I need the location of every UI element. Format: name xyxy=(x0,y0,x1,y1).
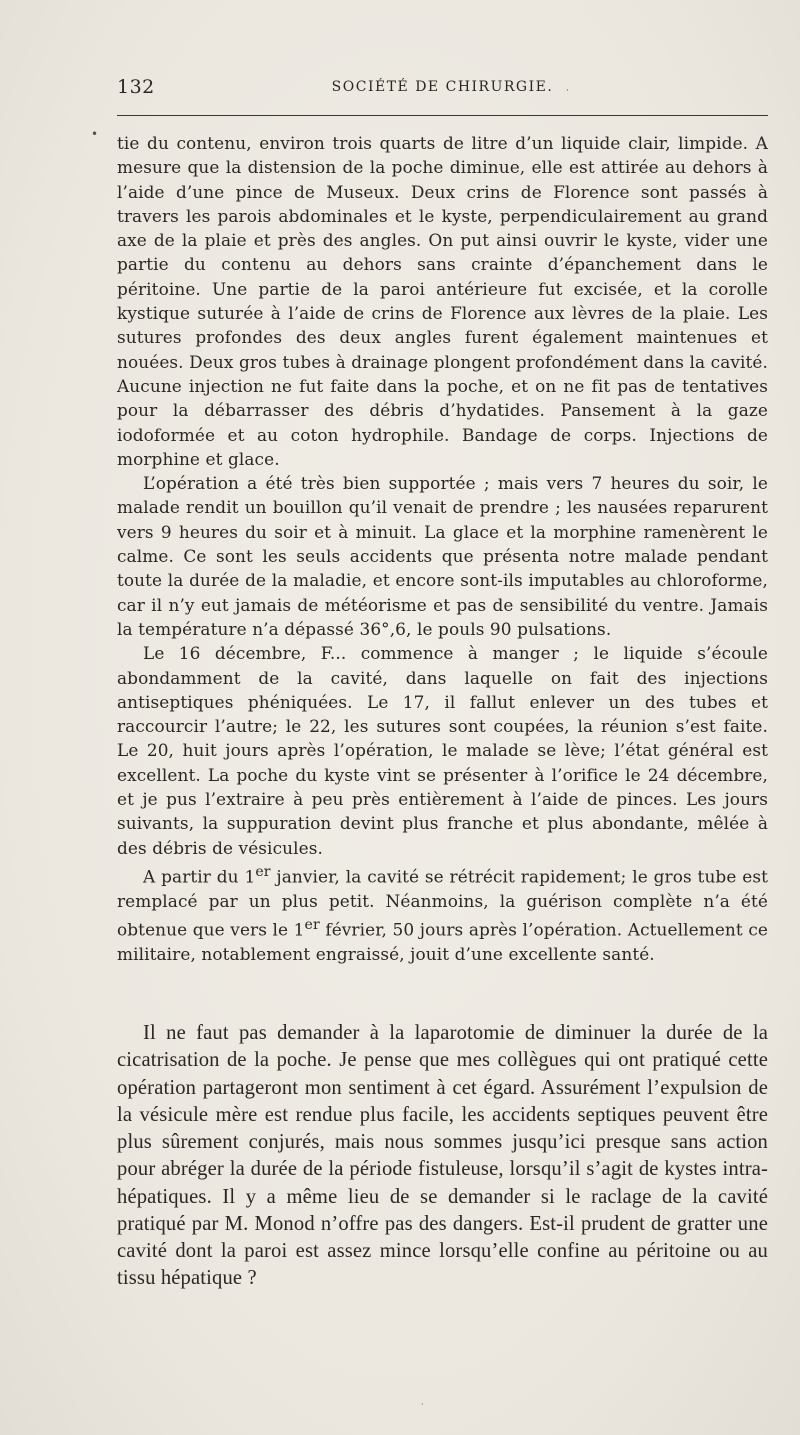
january-text-end: février, 50 jours après l’opération. Actuellement ce militaire, notablement engraissé, jouit d’une excellente santé. xyxy=(117,919,768,965)
header-mark: · xyxy=(566,86,569,96)
january-text-middle: janvier, la cavité se rétrécit rapidement; le gros tube est remplacé par un plus petit. Néanmoins, la guérison complète n’a été obtenue que vers le 1 xyxy=(117,866,768,940)
header-rule xyxy=(117,115,768,116)
paragraph-postoperative: L’opération a été très bien supportée ; mais vers 7 heures du soir, le malade rendit un bouillon qu’il venait de prendre ; les nausées reparurent vers 9 heures du soir et à minuit. La glace et la morphine ramenèrent le calme. Ce sont les seuls accidents que présenta notre malade pendant toute la durée de la maladie, et encore sont-ils imputables au chloroforme, car il n’y eut jamais de météorisme et pas de sensibilité du ventre. Jamais la température n’a dépassé 36°,6, le pouls 90 pulsations. xyxy=(117,473,768,639)
conclusion-paragraph: Il ne faut pas demander à la laparotomie de diminuer la durée de la cicatrisation de la poche. Je pense que mes collègues qui ont pratiqué cette opération partageront mon sentiment à cet égard. Assurément l’expulsion de la vésicule mère est rendue plus facile, les accidents septiques peuvent être plus sûrement conjurés, mais nous sommes jusqu’ici presque sans action pour abréger la durée de la période fistuleuse, lorsqu’il s’agit de kystes intra-hépatiques. Il y a même lieu de se demander si le raclage de la cavité pratiqué par M. Monod n’offre pas des dangers. Est-il prudent de gratter une cavité dont la paroi est assez mince lorsqu’elle confine au péritoine ou au tissu hépatique ? xyxy=(117,1022,768,1290)
ordinal-superscript: er xyxy=(255,863,271,880)
paragraph-january xyxy=(117,860,768,966)
page-header xyxy=(117,76,768,102)
page-number: 132 xyxy=(117,76,155,98)
ordinal-superscript: er xyxy=(304,917,320,934)
footer-mark: · xyxy=(421,1400,424,1409)
paragraph-december: Le 16 décembre, F... commence à manger ; le liquide s’écoule abondamment de la cavité, dans laquelle on fait des injections antiseptiques phéniquées. Le 17, il fallut enlever un des tubes et raccourcir l’autre; le 22, les sutures sont coupées, la réunion s’est faite. Le 20, huit jours après l’opération, le malade se lève; l’état général est excellent. La poche du kyste vint se présenter à l’orifice le 24 décembre, et je pus l’extraire à peu près entièrement à l’aide de pinces. Les jours suivants, la suppuration devint plus franche et plus abondante, mêlée à des débris de vésicules. xyxy=(117,643,768,858)
margin-mark: • xyxy=(91,127,99,141)
case-report-text xyxy=(117,131,768,966)
author-conclusion xyxy=(117,1020,768,1293)
january-text-start: A partir du 1 xyxy=(143,866,256,887)
running-title: SOCIÉTÉ DE CHIRURGIE. xyxy=(331,79,554,95)
paragraph-operation: tie du contenu, environ trois quarts de litre d’un liquide clair, limpide. A mesure que la distension de la poche diminue, elle est attirée au dehors à l’aide d’une pince de Museux. Deux crins de Florence sont passés à travers les parois abdominales et le kyste, perpendiculairement au grand axe de la plaie et près des angles. On put ainsi ouvrir le kyste, vider une partie du contenu au dehors sans crainte d’épanchement dans le péritoine. Une partie de la paroi antérieure fut excisée, et la corolle kystique suturée à l’aide de crins de Florence aux lèvres de la plaie. Les sutures profondes des deux angles furent également maintenues et nouées. Deux gros tubes à drainage plongent profondément dans la cavité. Aucune injection ne fut faite dans la poche, et on ne fit pas de tentatives pour la débarrasser des débris d’hydatides. Pansement à la gaze iodoformée et au coton hydrophile. Bandage de corps. Injections de morphine et glace. xyxy=(117,133,768,469)
